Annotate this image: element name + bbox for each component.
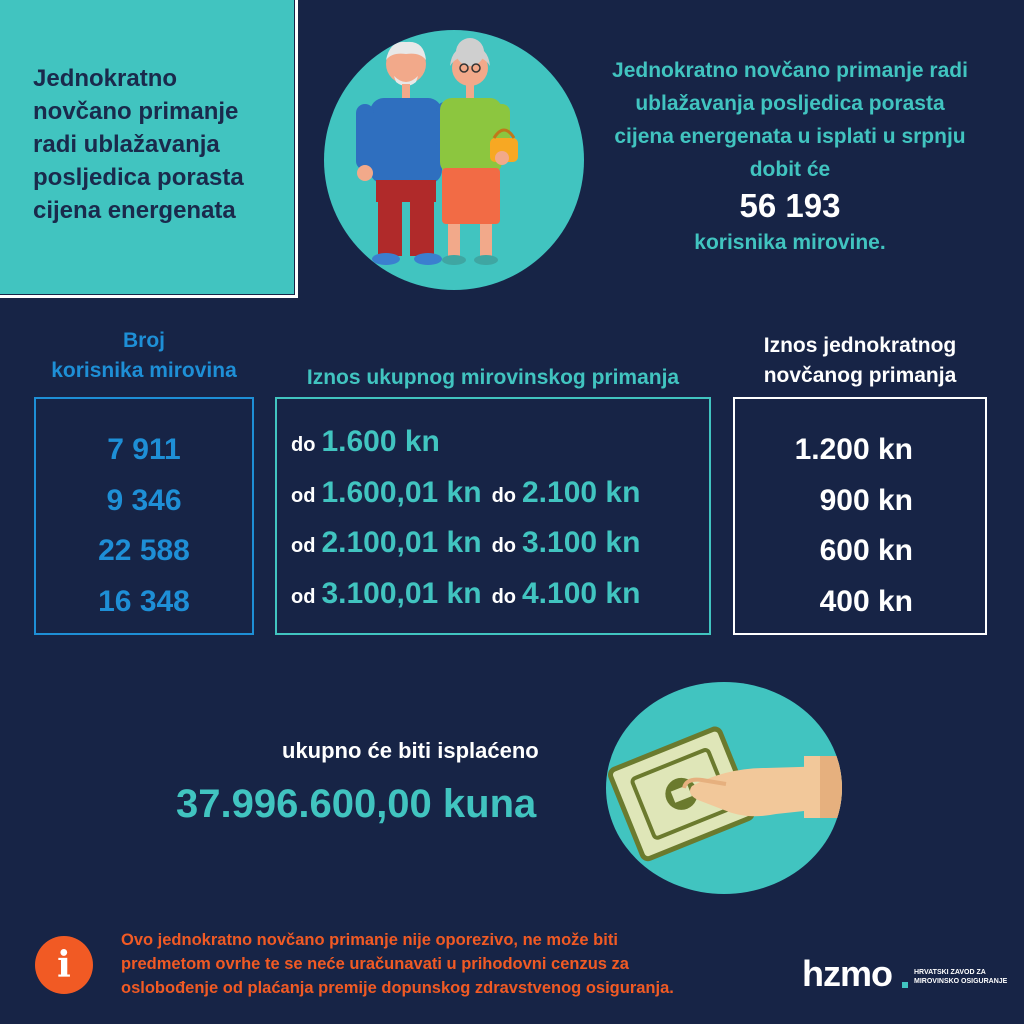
count-column-heading (24, 326, 264, 386)
heading-line: korisnika mirovina (51, 359, 237, 382)
title-card (0, 0, 298, 298)
pension-range-box (275, 397, 711, 635)
notice-line: oslobođenje od plaćanja premije dopunskog zdravstvenog osiguranja. (121, 979, 674, 997)
beneficiary-count-box (34, 397, 254, 635)
to-value: 2.100 kn (522, 475, 641, 509)
from-value: 1.600,01 kn (321, 475, 482, 509)
to-word: do (491, 585, 516, 608)
heading-line: Broj (123, 329, 165, 352)
range-row (291, 476, 709, 527)
from-word: od (291, 585, 316, 608)
title-line: radi ublažavanja (33, 131, 220, 158)
intro-line: dobit će (749, 158, 831, 181)
one-time-amount-box (733, 397, 987, 635)
from-value: 2.100,01 kn (321, 526, 482, 559)
beneficiary-count: 56 193 (739, 187, 841, 224)
count-cell: 7 911 (107, 433, 181, 466)
from-value: 3.100,01 kn (321, 576, 482, 610)
range-row (291, 526, 709, 577)
to-word: do (491, 484, 516, 507)
range-row (291, 577, 709, 628)
amount-cell: 900 kn (819, 483, 913, 517)
logo-wordmark: hzmo (802, 953, 892, 994)
notice-line: Ovo jednokratno novčano primanje nije oporezivo, ne može biti (121, 931, 618, 949)
title-line: Jednokratno (33, 65, 178, 92)
to-value: 3.100 kn (522, 526, 641, 559)
to-word: do (491, 535, 516, 557)
to-word: do (291, 434, 316, 456)
elderly-couple-illustration (324, 30, 584, 290)
logo-dot (902, 982, 908, 988)
range-row (291, 425, 709, 476)
intro-line: Jednokratno novčano primanje radi (612, 59, 968, 82)
range-column-heading: Iznos ukupnog mirovinskog primanja (306, 366, 680, 389)
logo-subtitle (914, 968, 1007, 986)
elderly-woman-figure (440, 38, 518, 265)
title-card-text (0, 0, 294, 294)
info-icon: i (35, 936, 93, 994)
intro-line: korisnika mirovine. (694, 231, 886, 254)
intro-line: cijena energenata u isplati u srpnju (614, 125, 966, 148)
heading-line: Iznos jednokratnog (763, 334, 957, 357)
to-value: 4.100 kn (522, 576, 641, 610)
count-cell: 22 588 (98, 534, 190, 567)
intro-text (560, 54, 1020, 259)
heading-line: novčanog primanja (763, 364, 957, 387)
title-line: novčano primanje (33, 98, 239, 125)
title-line: posljedica porasta (33, 164, 244, 191)
to-value: 1.600 kn (321, 425, 440, 458)
total-label: ukupno će biti isplaćeno (282, 738, 539, 763)
hand-with-banknote-illustration (606, 682, 842, 894)
hzmo-logo (802, 953, 1008, 994)
title-line: cijena energenata (33, 197, 236, 224)
total-value: 37.996.600,00 kuna (176, 782, 537, 826)
tax-notice (121, 928, 791, 1000)
logo-subtitle-line: HRVATSKI ZAVOD ZA (914, 969, 986, 976)
amount-cell: 1.200 kn (794, 433, 913, 466)
from-word: od (291, 484, 316, 507)
amount-cell: 400 kn (819, 584, 913, 618)
elderly-man-figure (356, 42, 454, 265)
from-word: od (291, 535, 316, 557)
intro-line: ublažavanja posljedica porasta (635, 92, 945, 115)
logo-subtitle-line: MIROVINSKO OSIGURANJE (914, 978, 1008, 985)
amount-cell: 600 kn (819, 534, 913, 567)
amount-column-heading (730, 331, 990, 391)
notice-line: predmetom ovrhe te se neće uračunavati u prihodovni cenzus za (121, 955, 629, 973)
count-cell: 16 348 (98, 584, 190, 618)
count-cell: 9 346 (106, 483, 182, 517)
